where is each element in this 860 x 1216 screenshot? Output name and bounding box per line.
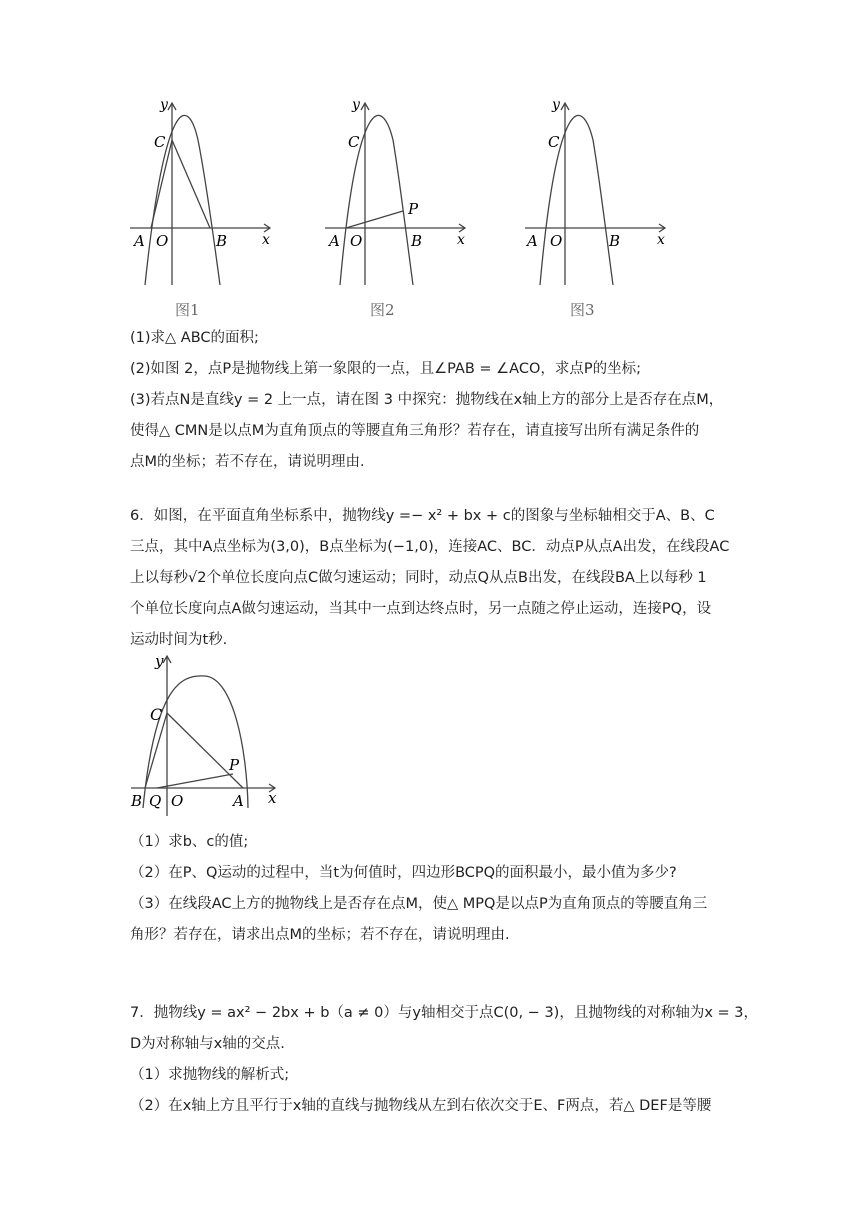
svg-text:B: B (609, 232, 621, 250)
svg-text:A: A (233, 792, 244, 810)
figure-caption: 图1 (175, 301, 200, 319)
p7-question-2: （2）在x轴上方且平行于x轴的直线与抛物线从左到右依次交于E、F两点，若△ DEF是等腰 (130, 1098, 712, 1114)
svg-text:C: C (154, 133, 166, 151)
svg-text:O: O (350, 232, 363, 250)
svg-text:x: x (657, 232, 665, 248)
svg-text:y: y (155, 652, 164, 670)
p6-question-3-line1: （3）在线段AC上方的抛物线上是否存在点M，使△ MPQ是以点P为直角顶点的等腰直角三 (130, 896, 708, 912)
p6-question-3-line2: 角形？若存在，请求出点M的坐标；若不存在，请说明理由. (130, 927, 510, 943)
svg-text:P: P (229, 756, 240, 774)
p6-text-line2: 三点，其中A点坐标为(3,0)，B点坐标为(−1,0)，连接AC、BC．动点P从点A出发，在线段AC (130, 539, 730, 555)
figure-caption: 图2 (370, 301, 395, 319)
p5-question-3-line2: 使得△ CMN是以点M为直角顶点的等腰直角三角形？若存在，请直接写出所有满足条件的 (130, 423, 700, 439)
svg-text:y: y (352, 97, 360, 113)
figure-3 (515, 95, 675, 325)
svg-text:Q: Q (149, 792, 162, 810)
svg-text:x: x (457, 232, 465, 248)
svg-text:y: y (552, 97, 560, 113)
p5-question-2: (2)如图 2，点P是抛物线上第一象限的一点，且∠PAB = ∠ACO，求点P的坐标; (130, 361, 641, 377)
svg-text:P: P (408, 200, 419, 218)
p6-question-1: （1）求b、c的值; (130, 834, 249, 850)
p6-text-line1: 6．如图，在平面直角坐标系中，抛物线y =− x² + bx + c的图象与坐标轴相交于A、B、C (130, 508, 715, 524)
p5-question-1: (1)求△ ABC的面积; (130, 330, 259, 346)
svg-text:C: C (548, 133, 560, 151)
figure-2 (315, 95, 475, 325)
svg-text:B: B (216, 232, 228, 250)
p5-question-3-line3: 点M的坐标；若不存在，请说明理由. (130, 454, 365, 470)
svg-text:C: C (348, 133, 360, 151)
svg-text:x: x (262, 232, 270, 248)
p6-text-line4: 个单位长度向点A做匀速运动，当其中一点到达终点时，另一点随之停止运动，连接PQ，设 (130, 601, 712, 617)
figure-1 (120, 95, 280, 325)
p7-text-line2: D为对称轴与x轴的交点. (130, 1036, 285, 1052)
svg-text:A: A (527, 232, 538, 250)
p6-text-line5: 运动时间为t秒. (130, 632, 228, 648)
svg-text:O: O (550, 232, 563, 250)
figure-caption: 图3 (570, 301, 595, 319)
svg-text:A: A (134, 232, 145, 250)
p7-text-line1: 7．抛物线y = ax² − 2bx + b（a ≠ 0）与y轴相交于点C(0, − 3)，且抛物线的对称轴为x = 3， (130, 1005, 759, 1021)
p6-question-2: （2）在P、Q运动的过程中，当t为何值时，四边形BCPQ的面积最小，最小值为多少? (130, 865, 677, 881)
svg-text:B: B (411, 232, 423, 250)
svg-text:x: x (268, 789, 277, 807)
svg-text:B: B (131, 792, 143, 810)
svg-text:y: y (160, 97, 168, 113)
svg-text:O: O (156, 232, 169, 250)
p6-text-line3: 上以每秒√2个单位长度向点C做匀速运动；同时，动点Q从点B出发，在线段BA上以每秒 1 (130, 570, 707, 586)
svg-text:A: A (329, 232, 340, 250)
figure-problem6 (125, 648, 290, 818)
p5-question-3-line1: (3)若点N是直线y = 2 上一点，请在图 3 中探究：抛物线在x轴上方的部分上是否存在点M， (130, 392, 724, 408)
p7-question-1: （1）求抛物线的解析式; (130, 1067, 290, 1083)
svg-text:C: C (150, 705, 163, 724)
svg-text:O: O (171, 792, 184, 810)
